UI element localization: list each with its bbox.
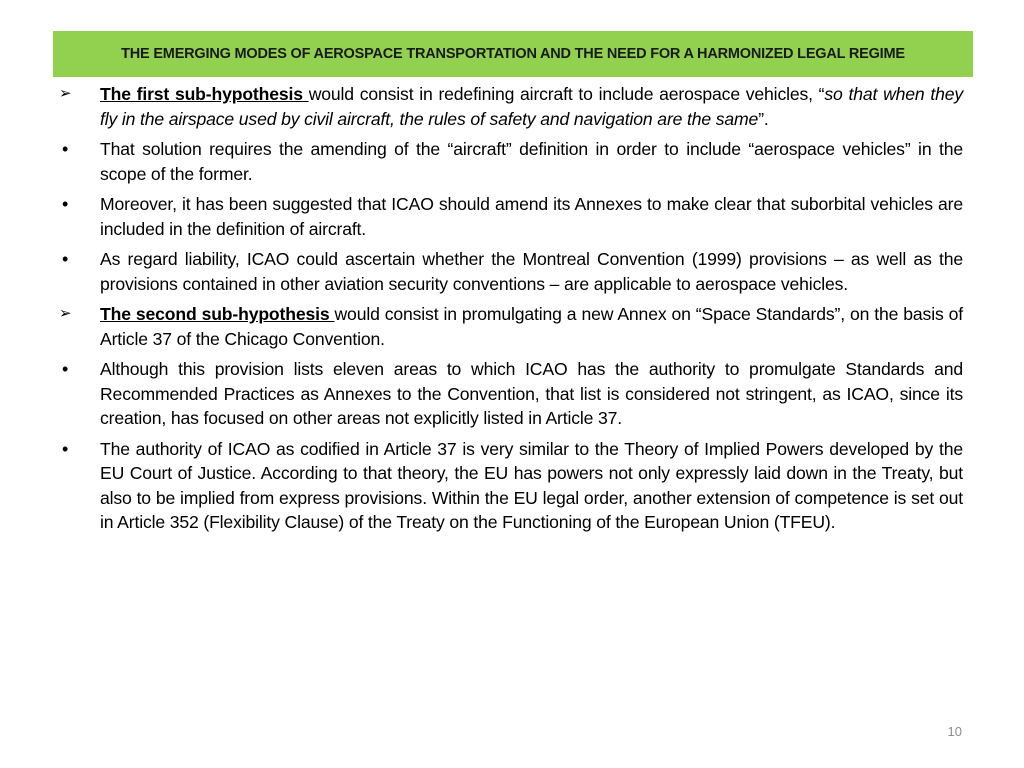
list-item-second-sub-hypothesis <box>55 302 963 357</box>
arrow-bullet-icon: ➢ <box>59 305 72 322</box>
paragraph <box>100 82 963 131</box>
slide-title: THE EMERGING MODES OF AEROSPACE TRANSPORTATION AND THE NEED FOR A HARMONIZED LEGAL REGIME <box>121 46 905 62</box>
list-item <box>55 357 963 437</box>
paragraph <box>100 302 963 351</box>
bullet-icon: • <box>62 359 69 379</box>
list-item-first-sub-hypothesis <box>55 82 963 137</box>
slide-body <box>55 82 963 541</box>
arrow-bullet-icon: ➢ <box>59 85 72 102</box>
lead-term: The first sub-hypothesis <box>100 84 309 104</box>
list-item <box>55 437 963 541</box>
paragraph-text: would consist in redefining aircraft to include aerospace vehicles, “ <box>308 84 825 104</box>
lead-term: The second sub-hypothesis <box>100 304 335 324</box>
paragraph-text: As regard liability, ICAO could ascertain whether the Montreal Convention (1999) provisions – as well as the provisions contained in other aviation security conventions – are applicable to aerospace vehicles. <box>100 249 963 294</box>
list-item <box>55 247 963 302</box>
page-number: 10 <box>947 724 962 739</box>
paragraph-text: The authority of ICAO as codified in Article 37 is very similar to the Theory of Implied Powers developed by the EU Court of Justice. According to that theory, the EU has powers not only expressly laid down in the Treaty, but also to be implied from express provisions. Within the EU legal order, another extension of competence is set out in Article 352 (Flexibility Clause) of the Treaty on the Functioning of the European Union (TFEU). <box>100 438 963 532</box>
paragraph-text: Although this provision lists eleven areas to which ICAO has the authority to promulgate Standards and Recommended Practices as Annexes to the Convention, that list is considered not stringent, as ICAO, since its creation, has focused on other areas not explicitly listed in Article 37. <box>100 359 963 428</box>
paragraph-tail: ”. <box>758 108 769 129</box>
list-item <box>55 137 963 192</box>
bullet-icon: • <box>62 249 69 269</box>
bullet-icon: • <box>62 438 69 459</box>
list-item <box>55 192 963 247</box>
paragraph-text: would consist in promulgating a new Annex on “Space Standards”, on the basis of Article 37 of the Chicago Convention. <box>100 304 963 349</box>
bullet-icon: • <box>62 194 69 214</box>
paragraph-text: That solution requires the amending of the “aircraft” definition in order to include “aerospace vehicles” in the scope of the former. <box>100 139 963 184</box>
italic-quote: so that when they fly in the airspace used by civil aircraft, the rules of safety and navigation are the same <box>100 84 963 129</box>
paragraph-text: Moreover, it has been suggested that ICAO should amend its Annexes to make clear that suborbital vehicles are included in the definition of aircraft. <box>100 194 963 239</box>
bullet-icon: • <box>62 139 69 159</box>
title-bar <box>53 31 973 77</box>
